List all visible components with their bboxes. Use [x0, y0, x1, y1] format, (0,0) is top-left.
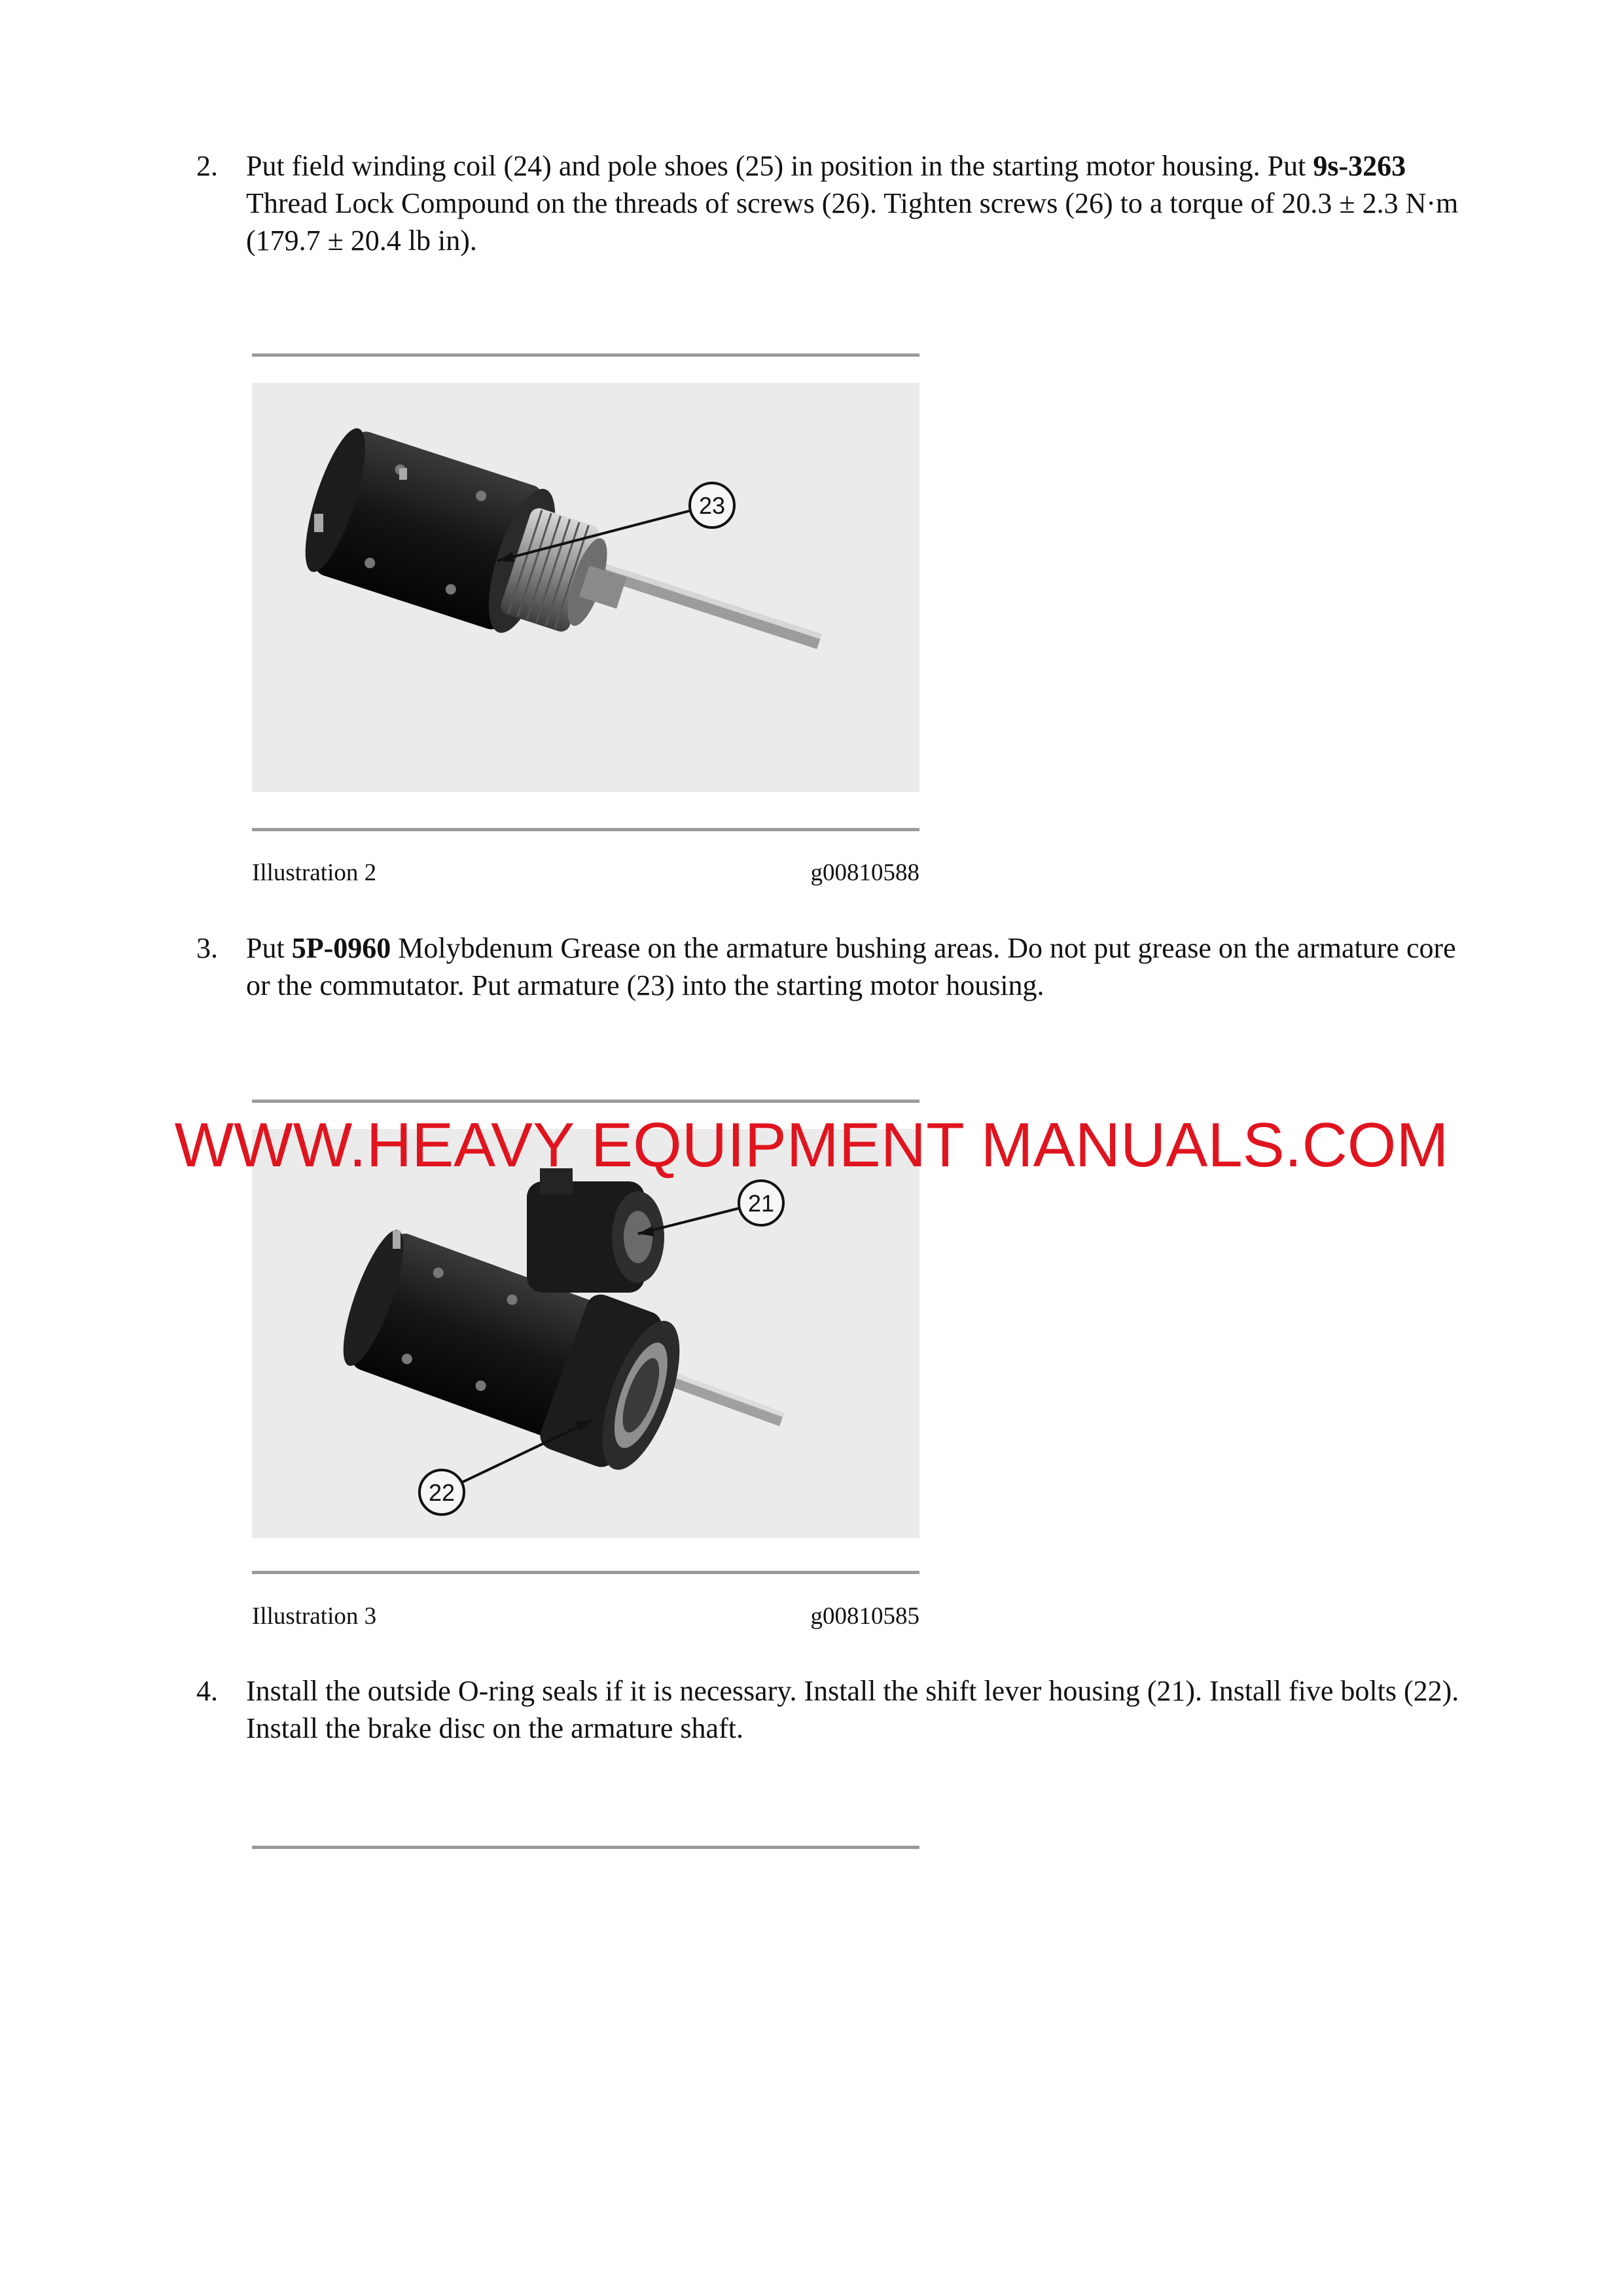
part-number: 5P-0960 [291, 932, 391, 964]
callout-21: 21 [747, 1190, 775, 1217]
step-2 [196, 147, 1479, 259]
illustration-2-photo [252, 383, 919, 792]
caption-id: g00810585 [810, 1603, 919, 1630]
step-number: 4. [196, 1675, 218, 1707]
caption-label: Illustration 2 [252, 859, 377, 886]
part-number: 9s-3263 [1313, 150, 1406, 182]
step-text: Put field winding coil (24) and pole shoes (25) in position in the starting motor housing. Put 9s-3263 Thread Lock Compound on the threads of screws (26). Tighten screws (26) to a torque of 20.3 ± 2.3 N·m (179.7 ± 20.4 lb in). [246, 150, 1459, 257]
caption-label: Illustration 3 [252, 1603, 377, 1630]
step-number: 3. [196, 932, 218, 964]
starting-motor-shift-lever-housing-image [252, 1129, 919, 1538]
figure-bottom-rule [252, 828, 919, 831]
step-text: Install the outside O-ring seals if it is necessary. Install the shift lever housing (21). Install five bolts (22). Install the brake disc on the armature shaft. [246, 1675, 1459, 1744]
starting-motor-armature-image [252, 383, 919, 792]
step-text: Put 5P-0960 Molybdenum Grease on the armature bushing areas. Do not put grease on the armature core or the commutator. Put armature (23) into the starting motor housing. [246, 932, 1456, 1001]
step-number: 2. [196, 150, 218, 182]
figure-top-rule [252, 1100, 919, 1103]
step-3 [196, 929, 1479, 1004]
illustration-2-caption [252, 859, 919, 887]
step-4 [196, 1672, 1479, 1747]
watermark: WWW.HEAVY EQUIPMENT MANUALS.COM [174, 1110, 1449, 1180]
figure-top-rule [252, 1846, 919, 1849]
caption-id: g00810588 [810, 859, 919, 886]
figure-bottom-rule [252, 1571, 919, 1574]
callout-23: 23 [698, 492, 726, 519]
figure-top-rule [252, 353, 919, 357]
illustration-3-photo [252, 1129, 919, 1538]
illustration-3-caption [252, 1602, 919, 1630]
callout-22: 22 [428, 1479, 455, 1506]
